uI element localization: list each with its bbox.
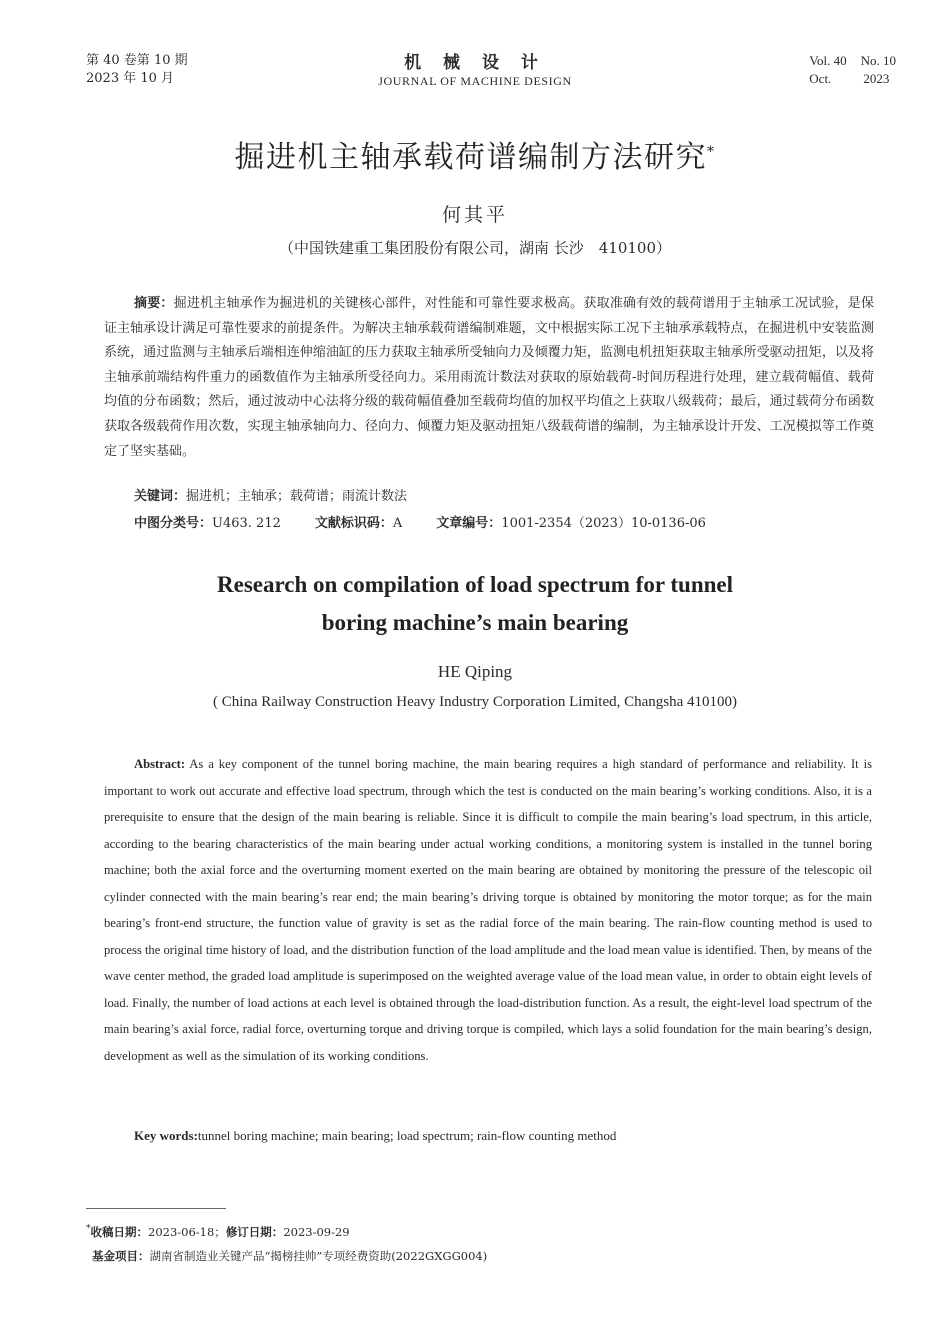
classification-clc (134, 512, 281, 531)
clc-value: U463. 212 (212, 516, 281, 531)
article-no-value: 1001-2354（2023）10-0136-06 (501, 516, 706, 531)
journal-name-en: JOURNAL OF MACHINE DESIGN (378, 74, 572, 88)
header-vol: Vol. 40 (809, 53, 847, 68)
author-cn: 何其平 (441, 204, 508, 226)
abstract-cn-text: 掘进机主轴承作为掘进机的关键核心部件，对性能和可靠性要求极高。获取准确有效的载荷谱用于主轴承工况试验，是保证主轴承设计满足可靠性要求的前提条件。为解决主轴承载荷谱编制难题，文中根据实际工况下主轴承承载特点，在掘进机中安装监测系统，通过监测与主轴承后端相连伸缩油缸的压力获取主轴承所受轴向力及倾覆力矩，监测电机扭矩获取主轴承所受驱动扭矩，以及将主轴承前端结构件重力的函数值作为主轴承所受径向力。采用雨流计数法对获取的原始载荷-时间历程进行处理，建立载荷幅值、载荷均值的分布函数；然后，通过波动中心法将分级的载荷幅值叠加至载荷均值的加权平均值之上获取八级载荷；最后，通过载荷分布函数获取各级载荷作用次数，实现主轴承轴向力、径向力、倾覆力矩及驱动扭矩八级载荷谱的编制，为主轴承设计开发、工况模拟等工作奠定了坚实基础。 (104, 296, 874, 459)
fund-text: 湖南省制造业关键产品“揭榜挂帅”专项经费资助(2022GXGG004) (149, 1249, 488, 1263)
header-no: No. 10 (860, 53, 896, 68)
keywords-cn-text: 掘进机；主轴承；载荷谱；雨流计数法 (186, 489, 408, 504)
title-en-line1: Research on compilation of load spectrum for tunnel (217, 572, 733, 597)
affiliation-cn: （中国铁建重工集团股份有限公司，湖南 长沙 410100） (278, 239, 672, 257)
title-footnote-mark: * (707, 144, 716, 160)
doc-code-value: A (392, 516, 403, 531)
clc-label: 中图分类号： (134, 516, 213, 531)
received-date: 2023-06-18； (148, 1225, 226, 1239)
revised-date: 2023-09-29 (283, 1225, 350, 1239)
footnote-divider (86, 1208, 226, 1209)
title-cn (0, 132, 950, 176)
journal-name-cn: 机 械 设 计 (404, 53, 546, 73)
keywords-cn (134, 485, 407, 504)
header-vol-row (809, 52, 896, 70)
keywords-en (134, 1128, 616, 1144)
keywords-cn-label: 关键词： (134, 489, 187, 504)
classification-row (134, 512, 740, 531)
classification-doc-code (315, 512, 402, 531)
title-en (0, 566, 950, 642)
revised-label: 修订日期： (225, 1225, 284, 1239)
abstract-en (104, 751, 872, 1069)
keywords-en-text: tunnel boring machine; main bearing; load spectrum; rain-flow counting method (197, 1128, 617, 1143)
header-volume-issue: 第 40 卷第 10 期 (86, 53, 188, 68)
title-en-line2: boring machine’s main bearing (321, 610, 629, 635)
received-label: 收稿日期： (90, 1225, 148, 1239)
header-year: 2023 (863, 71, 890, 86)
header-journal (0, 48, 950, 89)
fund-label: 基金项目： (92, 1249, 150, 1263)
abstract-en-text: As a key component of the tunnel boring machine, the main bearing requires a high standard of performance and reliability. It is important to work out accurate and effective load spectrum, through which the test is conducted on the main bearing’s working conditions. Also, it is a prerequisite to ensure that the design of the main bearing is reliable. Since it is difficult to compile the main bearing’s load spectrum, in this article, according to the bearing characteristics of the main bearing under actual working conditions, a monitoring system is installed in the tunnel boring machine; both the axial force and the overturning moment exerted on the main bearing are obtained by monitoring the pressure of the telescopic oil cylinder connected with the main bearing’s rear end; the main bearing’s driving torque is obtained by monitoring the motor torque; as for the main bearing’s front-end structure, the function value of gravity is set as the radial force of the main bearing. The rain-flow counting method is used to process the original time history of load, and the distribution function of the load amplitude and the load mean value is identified. Then, by means of the wave center method, the graded load amplitude is superimposed on the weighted average value of the load mean value, in order to obtain eight levels of load. Finally, the number of load actions at each level is obtained through the load-distribution function. As a result, the eight-level load spectrum of the main bearing’s axial force, radial force, overturning torque and driving torque is compiled, which lays a solid foundation for the main bearing’s design, development as well as the simulation of its working conditions. (104, 757, 872, 1063)
header-date-row (809, 70, 896, 88)
abstract-cn (104, 292, 874, 464)
header-date-cn: 2023 年 10 月 (86, 71, 175, 86)
article-no-label: 文章编号： (436, 516, 502, 531)
header-month: Oct. (809, 71, 832, 86)
doc-code-label: 文献标识码： (314, 516, 393, 531)
title-cn-text: 掘进机主轴承载荷谱编制方法研究 (234, 140, 707, 175)
footnote-fund (92, 1248, 487, 1264)
abstract-en-label: Abstract: (134, 757, 186, 771)
footnote-mark: * (86, 1224, 91, 1235)
author-en: HE Qiping (437, 662, 513, 681)
keywords-en-label: Key words: (134, 1128, 198, 1143)
footnote-dates (86, 1224, 350, 1240)
header-volume-en (809, 52, 896, 88)
classification-article-no (436, 512, 706, 531)
abstract-cn-label: 摘要： (134, 296, 174, 311)
affiliation-en: ( China Railway Construction Heavy Industry Corporation Limited, Changsha 410100) (212, 694, 738, 710)
